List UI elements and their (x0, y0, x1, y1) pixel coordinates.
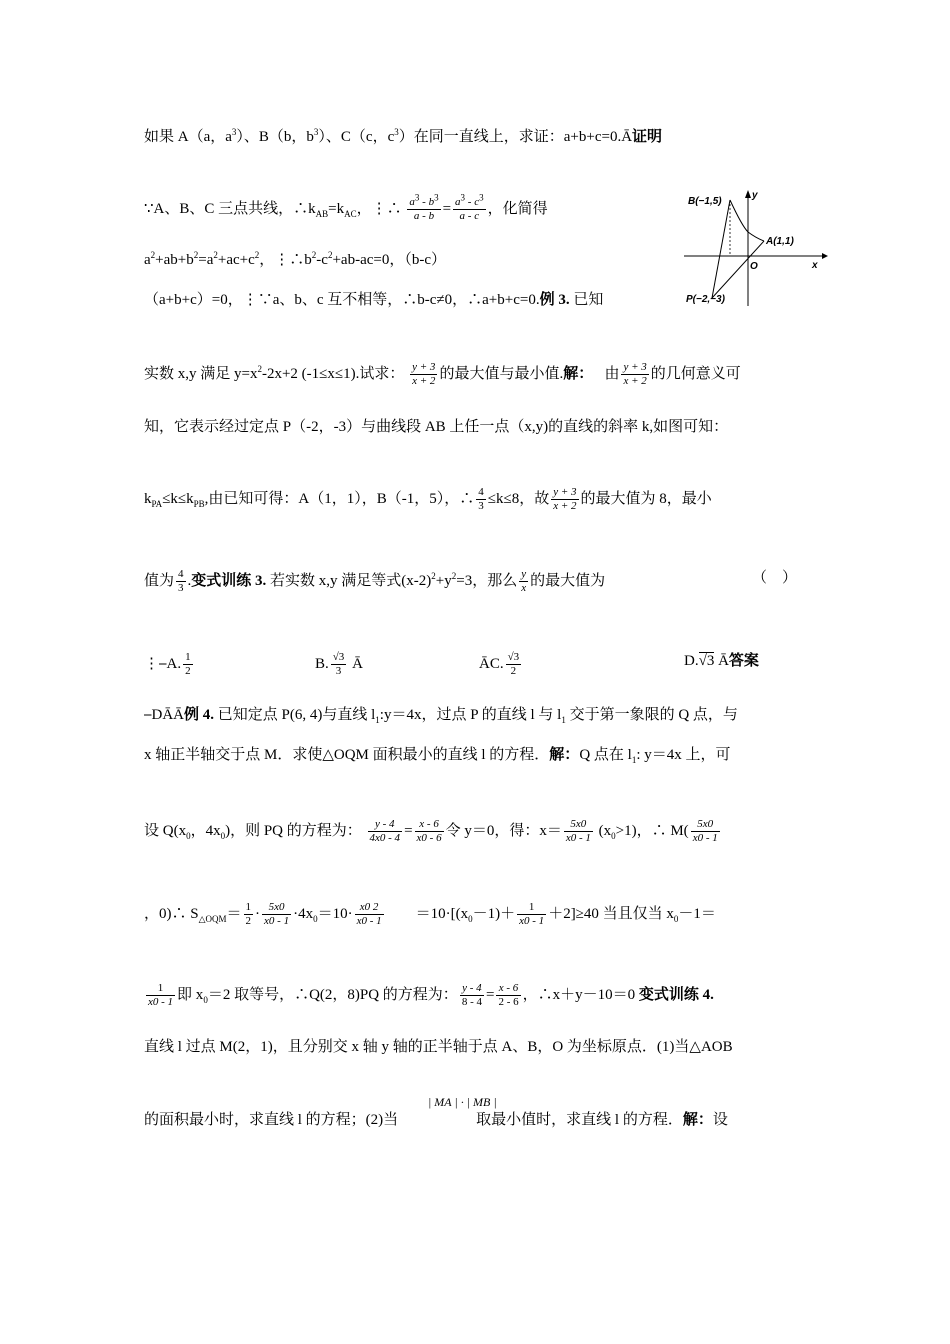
text: ）、C（c，c (318, 129, 395, 145)
text: a (144, 252, 151, 268)
equals: = (442, 200, 452, 217)
heading-example-4: 例 4. (184, 707, 215, 723)
sub: AC (344, 208, 357, 219)
fraction-ac: $\frac{a^3 - c^3}{a - c}$ (455, 192, 484, 222)
x-axis-arrow (822, 253, 828, 259)
line-16: 的面积最小时，求直线 l 的方程；(2)当 取最小值时，求直线 l 的方程．解：设 (144, 1112, 728, 1128)
line-13: ，0)∴ $S_{\triangle OQM}=$ $\frac{1}{2}$ · $\frac{5x0}{x0 - 1}$ $\cdot 4x_0=10\cdot$ $\frac{x0 2}{x0 - 1}$ $=10\cdot[(x_0-1)+$ $\frac{1}{x0 - 1}$ ＋2]≥40 当且仅当 $x_0-1=$ (144, 901, 716, 927)
text: ∵A、B、C 三点共线，∴k (144, 200, 316, 217)
line-8: 值为 $\frac{4}{3}$ .变式训练 3. 若实数 x,y 满足等式$(x-2)^2+y^2=3$，那么 $\frac{y}{x}$ 的最大值为 (144, 568, 606, 594)
fraction-4-3: $\frac{4}{3}$ (478, 486, 484, 512)
line-7: $k_{PA}\le k\le k_{PB}$,由已知可得：A（1，1），B（-1，5），∴ $\frac{4}{3}$ ≤k≤8，故 $\frac{y + 3}{x + 2}$ 的最大值为 8，最小 (144, 486, 712, 512)
text: （a+b+c）=0，⋮∵a、b、c 互不相等，∴b-c≠0，∴a+b+c=0. (144, 292, 540, 308)
line-11: x 轴正半轴交于点 M．求使△OQM 面积最小的直线 l 的方程．解：Q 点在 $l_1$: y＝4x 上，可 (144, 747, 731, 765)
choice-d: D.√3 Ā答案 (684, 653, 759, 669)
fraction-1-x0: $\frac{1}{x0 - 1}$ (519, 901, 545, 927)
line-2 (144, 192, 548, 223)
fraction-26: $\frac{x - 6}{2 - 6}$ (498, 982, 519, 1008)
label-y: y (752, 190, 758, 201)
curve-ab (730, 200, 764, 241)
fraction-5x0: $\frac{5x0}{x0 - 1}$ (565, 818, 591, 844)
sup: 3 (394, 127, 399, 137)
heading-solution: 解： (682, 1112, 713, 1128)
line-1 (144, 127, 662, 147)
coordinate-graph (682, 186, 832, 308)
sub: AB (315, 208, 329, 219)
text: 如果 A（a，a (144, 129, 232, 145)
heading-example-3: 例 3. (539, 292, 570, 308)
fraction-pq-right: $\frac{x - 6}{x0 - 6}$ (416, 818, 442, 844)
fraction-84: $\frac{y - 4}{8 - 4}$ (461, 982, 482, 1008)
heading-exercise-4: 变式训练 4. (638, 986, 714, 1003)
label-b: B(−1,5) (688, 196, 722, 207)
label-o: O (750, 261, 758, 272)
text: 已知 (569, 292, 604, 308)
fraction-1-x0: $\frac{1}{x0 - 1}$ (148, 982, 174, 1008)
segment-pb (712, 200, 730, 298)
heading-solution: 解： (549, 747, 580, 763)
label-p: P(−2,−3) (686, 294, 725, 305)
fraction: $\frac{1}{2}$ (185, 651, 191, 677)
label-a: A(1,1) (766, 236, 794, 247)
fraction: $\frac{√3}{2}$ (507, 651, 520, 677)
line-5: 实数 x,y 满足 $y=x^2-2x+2$ (-1≤x≤1).试求： $\frac{y + 3}{x + 2}$ 的最大值与最小值.解： 由 $\frac{y + 3}{x + 2}$ 的几何意义可 (144, 361, 741, 387)
line-10: ⎯DĀĀ例 4. 已知定点 P(6, 4)与直线 $l_1:y=4x$，过点 P 的直线 l 与 $l_1$ 交于第一象限的 Q 点，与 (144, 707, 738, 725)
line-12: 设 $Q(x_0$，$4x_0$)，则 PQ 的方程为： $\frac{y - 4}{4x0 - 4}$ = $\frac{x - 6}{x0 - 6}$ 令 y＝0，得：x＝ $\frac{5x0}{x0 - 1}$ $(x_0>1)$，∴ M( $\frac{5x0}{x0 - 1}$ (144, 818, 718, 844)
fraction-y3-x2: $\frac{y + 3}{x + 2}$ (412, 361, 436, 387)
fraction-y-x: $\frac{y}{x}$ (521, 568, 527, 594)
sup: 3 (231, 127, 237, 137)
text: =k (328, 200, 345, 217)
choice-a: ⋮⎯A. $\frac{1}{2}$ (144, 651, 191, 677)
choice-b: B. $\frac{√3}{3}$ Ā (315, 651, 363, 677)
line-15: 直线 l 过点 M(2，1)，且分别交 x 轴 y 轴的正半轴于点 A、B，O 为坐标原点．(1)当△AOB (144, 1039, 733, 1055)
fraction-ab: $\frac{a^3 - b^3}{a - b}$ (409, 192, 439, 222)
heading-proof: 证明 (632, 129, 663, 145)
fraction-half: $\frac{1}{2}$ (245, 901, 252, 927)
text: ，化简得 (487, 200, 548, 217)
abs-expression: | MA | · | MB | (428, 1095, 497, 1109)
heading-answer: 答案 (728, 653, 759, 669)
text: ）在同一直线上，求证：a+b+c=0. (398, 129, 622, 145)
fraction: $\frac{√3}{3}$ (332, 651, 345, 677)
fraction-y3-x2: $\frac{y + 3}{x + 2}$ (623, 361, 647, 387)
fraction-x0sq: $\frac{x0 2}{x0 - 1}$ (356, 901, 382, 927)
heading-solution: 解： (563, 365, 594, 382)
label-x: x (812, 260, 818, 271)
fraction-y3-x2: $\frac{y + 3}{x + 2}$ (553, 486, 577, 512)
line-3: $a^2+ab+b^2=a^2+ac+c^2$，$⋮\therefore b^2-c^2+ab-ac=0$，（b-c） (144, 250, 446, 268)
line-6: 知，它表示经过定点 P（-2，-3）与曲线段 AB 上任一点（x,y)的直线的斜率 k,如图可知： (144, 419, 729, 435)
heading-exercise-3: 变式训练 3. (191, 572, 267, 589)
fraction-4-3: $\frac{4}{3}$ (178, 568, 184, 594)
y-axis-arrow (745, 190, 751, 198)
fraction-5x0: $\frac{5x0}{x0 - 1}$ (692, 818, 718, 844)
line-14: $\frac{1}{x0 - 1}$ 即 $x_0=2$ 取等号，∴Q(2，8)PQ 的方程为： $\frac{y - 4}{8 - 4}$ = $\frac{x - 6}{2 - 6}$ ，∴x＋y－10＝0 变式训练 4. (148, 982, 714, 1008)
choice-c: ĀC. $\frac{√3}{2}$ (479, 651, 520, 677)
text: ，⋮∴ (356, 200, 402, 217)
text: ）、B（b，b (236, 129, 314, 145)
sup: 3 (313, 127, 319, 137)
answer-paren: （ ） (752, 570, 798, 586)
fraction-5x0: $\frac{5x0}{x0 - 1}$ (264, 901, 290, 927)
fraction-pq-left: $\frac{y - 4}{4x0 - 4}$ (369, 818, 401, 844)
glyph: Ā (621, 129, 633, 145)
line-4 (144, 290, 603, 310)
